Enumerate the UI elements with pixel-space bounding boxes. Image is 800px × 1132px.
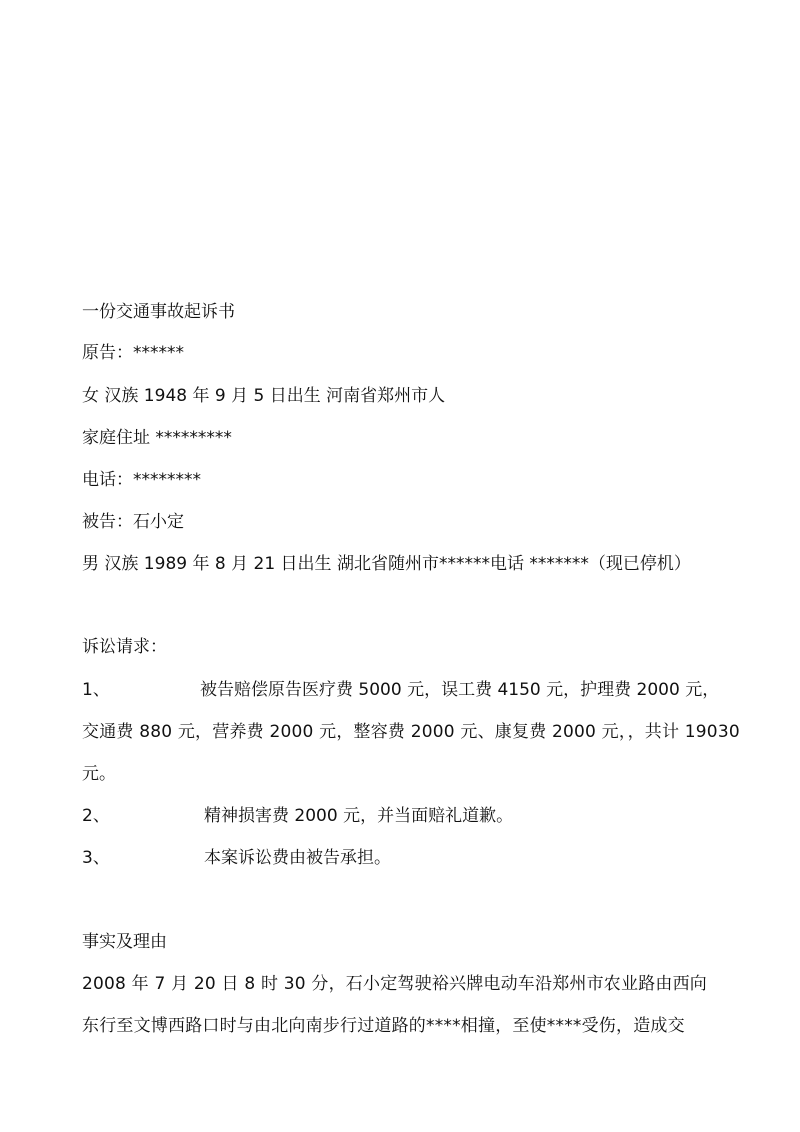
plaintiff-label: 原告：******: [82, 343, 184, 363]
claim-1-number: 1、: [82, 680, 110, 700]
defendant-info: 男 汉族 1989 年 8 月 21 日出生 湖北省随州市******电话 *******（现已停机）: [82, 554, 691, 574]
claims-heading: 诉讼请求：: [82, 637, 167, 657]
claim-3-text: 本案诉讼费由被告承担。: [204, 848, 391, 868]
facts-heading: 事实及理由: [82, 932, 167, 952]
defendant-label: 被告：石小定: [82, 512, 184, 532]
claim-1-text-line2: 交通费 880 元，营养费 2000 元，整容费 2000 元、康复费 2000 元，，共计 19030: [82, 722, 740, 742]
claim-1-text-line1: 被告赔偿原告医疗费 5000 元，误工费 4150 元，护理费 2000 元，: [200, 680, 720, 700]
plaintiff-address: 家庭住址 *********: [82, 428, 232, 448]
claim-3-number: 3、: [82, 848, 110, 868]
plaintiff-info: 女 汉族 1948 年 9 月 5 日出生 河南省郑州市人: [82, 386, 446, 406]
claim-1-text-line3: 元。: [82, 764, 116, 784]
plaintiff-phone: 电话：********: [82, 470, 201, 490]
facts-line-2: 东行至文博西路口时与由北向南步行过道路的****相撞，至使****受伤，造成交: [82, 1016, 685, 1036]
document-title: 一份交通事故起诉书: [82, 302, 235, 322]
claim-2-number: 2、: [82, 806, 110, 826]
claim-2-text: 精神损害费 2000 元，并当面赔礼道歉。: [204, 806, 514, 826]
facts-line-1: 2008 年 7 月 20 日 8 时 30 分，石小定驾驶裕兴牌电动车沿郑州市农业路由西向: [82, 974, 707, 994]
